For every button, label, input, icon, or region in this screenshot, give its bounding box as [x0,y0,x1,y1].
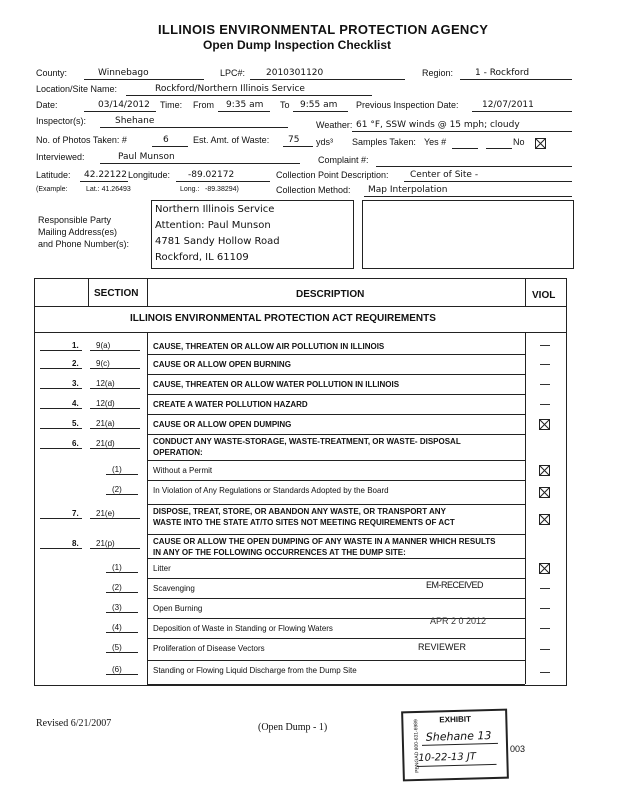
collection-method-field[interactable]: Map Interpolation [368,185,448,195]
row-section: (2) [112,583,122,592]
row-description: Scavenging [153,584,195,593]
from-label: From [193,100,214,110]
row-description: CAUSE OR ALLOW OPEN BURNING [153,360,291,369]
interviewed-label: Interviewed: [36,152,85,162]
violation-checkbox-empty[interactable] [540,672,550,673]
row-section: 21(p) [96,539,115,548]
row-number: 1. [72,341,79,350]
photos-field[interactable]: 6 [163,135,169,145]
violation-checkbox-empty[interactable] [540,649,550,650]
to-field[interactable]: 9:55 am [300,100,338,110]
no-label: No [513,137,525,147]
row-section: (6) [112,665,122,674]
row-section: (4) [112,623,122,632]
row-number: 4. [72,399,79,408]
violation-checkbox-empty[interactable] [540,628,550,629]
received-date-stamp: APR 2 0 2012 [430,616,487,626]
row-section: 21(a) [96,419,115,428]
violation-checkbox-empty[interactable] [540,588,550,589]
col-description: DESCRIPTION [296,289,365,300]
row-description: CAUSE, THREATEN OR ALLOW AIR POLLUTION IN ILLINOIS [153,342,385,351]
example-label: (Example: [36,186,68,193]
prev-inspection-label: Previous Inspection Date: [356,100,459,110]
time-label: Time: [160,100,183,110]
row-number: 8. [72,539,79,548]
waste-label: Est. Amt. of Waste: [193,135,270,145]
row-description: Proliferation of Disease Vectors [153,644,265,653]
exhibit-sticker: EXHIBIT PENGAD 800-631-6989 Shehane 13 10-22-13 JT [401,709,509,782]
row-section: (2) [112,485,122,494]
latitude-field[interactable]: 42.22122 [84,170,127,180]
row-divider [147,434,525,435]
row-section: 12(a) [96,379,115,388]
row-description: In Violation of Any Regulations or Standards Adopted by the Board [153,486,389,495]
prev-inspection-field[interactable]: 12/07/2011 [482,100,534,110]
page-label: (Open Dump - 1) [258,722,328,733]
county-label: County: [36,68,68,78]
row-description: CREATE A WATER POLLUTION HAZARD [153,400,308,409]
violation-checkbox-checked[interactable] [539,514,550,525]
page-number: 003 [510,744,526,754]
row-section: 9(a) [96,341,111,350]
row-number: 5. [72,419,79,428]
party-address-box-2[interactable] [362,200,574,269]
region-field[interactable]: 1 - Rockford [475,68,530,78]
row-divider [147,374,525,375]
date-field[interactable]: 03/14/2012 [98,100,150,110]
weather-label: Weather: [316,120,353,130]
longitude-field[interactable]: -89.02172 [188,170,235,180]
weather-field[interactable]: 61 °F, SSW winds @ 15 mph; cloudy [356,120,520,130]
collection-point-label: Collection Point Description: [276,170,389,180]
row-divider [147,394,525,395]
row-section: (1) [112,563,122,572]
row-divider [147,534,525,535]
row-description: DISPOSE, TREAT, STORE, OR ABANDON ANY WASTE, OR TRANSPORT ANY WASTE INTO THE STATE AT/TO SITES NOT MEETING REQUIREMENTS OF ACT [153,507,455,527]
no-samples-checkbox[interactable] [535,138,546,149]
row-divider [147,504,525,505]
violation-checkbox-checked[interactable] [539,419,550,430]
checklist-title: Open Dump Inspection Checklist [203,38,392,52]
row-divider [147,354,525,355]
row-description: CAUSE OR ALLOW OPEN DUMPING [153,420,292,429]
row-section: 9(c) [96,359,110,368]
waste-field[interactable]: 75 [288,135,300,145]
row-number: 2. [72,359,79,368]
from-field[interactable]: 9:35 am [226,100,264,110]
received-stamp: EM-RECEIVED [426,580,484,590]
county-field[interactable]: Winnebago [98,68,149,78]
collection-method-label: Collection Method: [276,185,351,195]
yds-label: yds³ [316,137,334,147]
party-address: Northern Illinois Service Attention: Paul Munson 4781 Sandy Hollow Road Rockford, IL 61109 [155,204,280,263]
violation-checkbox-empty[interactable] [540,608,550,609]
row-divider [147,598,525,599]
row-description: Without a Permit [153,466,213,475]
col-viol: VIOL [532,290,556,301]
row-section: (5) [112,643,122,652]
to-label: To [280,100,290,110]
row-description: CAUSE, THREATEN OR ALLOW WATER POLLUTION IN ILLINOIS [153,380,400,389]
col-section: SECTION [94,288,139,299]
row-description: Open Burning [153,604,203,613]
row-description: Deposition of Waste in Standing or Flowing Waters [153,624,333,633]
longitude-label: Longitude: [128,170,171,180]
inspector-label: Inspector(s): [36,116,87,126]
reviewer-stamp: REVIEWER [418,642,467,652]
lpc-field[interactable]: 2010301120 [266,68,324,78]
violation-checkbox-checked[interactable] [539,487,550,498]
row-divider [147,558,525,559]
party-label: Responsible Party Mailing Address(es) and Phone Number(s): [38,215,130,249]
inspector-field[interactable]: Shehane [115,116,155,126]
violation-checkbox-empty[interactable] [540,345,550,346]
latitude-label: Latitude: [36,170,71,180]
row-divider [147,660,525,661]
row-section: (1) [112,465,122,474]
row-section: 21(e) [96,509,115,518]
photos-label: No. of Photos Taken: # [36,135,127,145]
row-number: 6. [72,439,79,448]
row-number: 7. [72,509,79,518]
example-latitude: Lat.: 41.26493 [86,186,131,193]
violation-checkbox-empty[interactable] [540,364,550,365]
violation-checkbox-empty[interactable] [540,404,550,405]
agency-title: ILLINOIS ENVIRONMENTAL PROTECTION AGENCY [158,22,489,37]
row-divider [147,684,525,685]
location-field[interactable]: Rockford/Northern Illinois Service [155,84,305,94]
example-longitude: -89.38294) [205,186,239,193]
yes-label: Yes # [424,137,447,147]
row-description: CONDUCT ANY WASTE-STORAGE, WASTE-TREATMENT, OR WASTE- DISPOSAL OPERATION: [153,437,461,457]
row-description: Standing or Flowing Liquid Discharge from the Dump Site [153,666,357,675]
lpc-label: LPC#: [220,68,246,78]
example-longitude-label: Long.: [180,186,200,193]
region-label: Region: [422,68,454,78]
samples-label: Samples Taken: [352,137,416,147]
row-number: 3. [72,379,79,388]
complaint-label: Complaint #: [318,155,369,165]
violation-checkbox-checked[interactable] [539,465,550,476]
violation-checkbox-checked[interactable] [539,563,550,574]
date-label: Date: [36,100,58,110]
row-divider [147,638,525,639]
violation-checkbox-empty[interactable] [540,384,550,385]
row-section: 12(d) [96,399,115,408]
row-divider [147,460,525,461]
row-divider [147,578,525,579]
row-section: (3) [112,603,122,612]
interviewed-field[interactable]: Paul Munson [118,152,175,162]
collection-point-field[interactable]: Center of Site - [410,170,479,180]
row-divider [147,414,525,415]
row-description: CAUSE OR ALLOW THE OPEN DUMPING OF ANY WASTE IN A MANNER WHICH RESULTS IN ANY OF THE FOLLOWING OCCURRENCES AT THE DUMP SITE: [153,537,496,557]
revised-date: Revised 6/21/2007 [36,718,112,729]
row-divider [147,480,525,481]
location-label: Location/Site Name: [36,84,118,94]
row-section: 21(d) [96,439,115,448]
act-heading: ILLINOIS ENVIRONMENTAL PROTECTION ACT REQUIREMENTS [130,313,436,324]
row-description: Litter [153,564,171,573]
